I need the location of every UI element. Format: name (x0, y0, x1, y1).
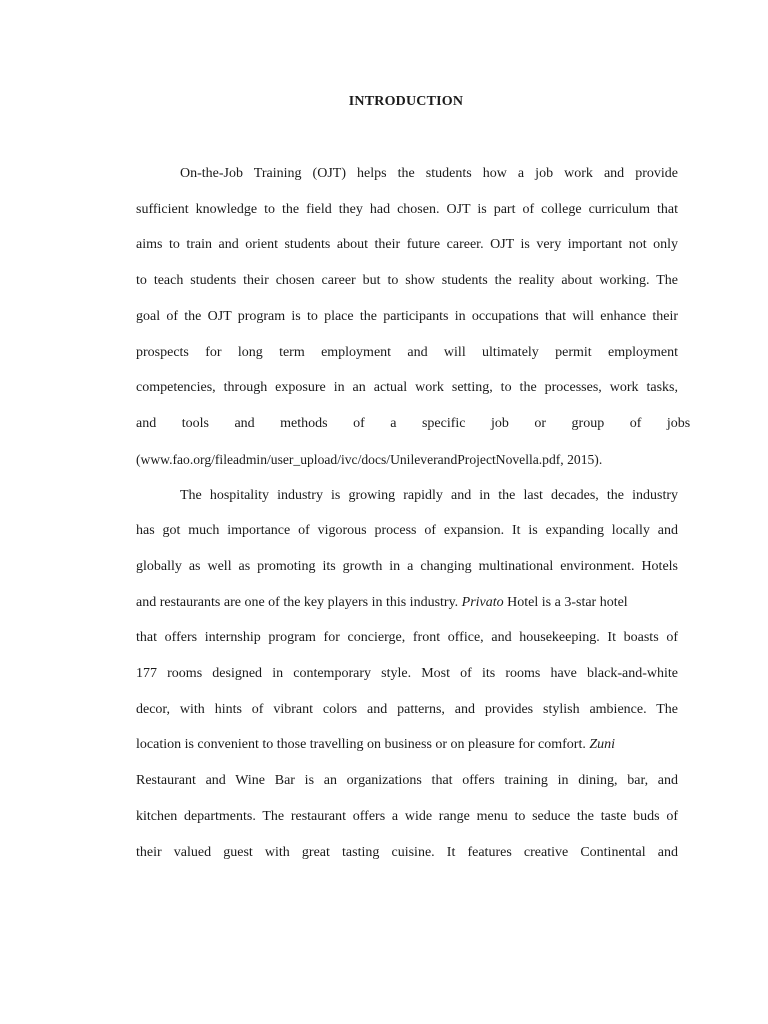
paragraph-line: and tools and methods of a specific job or group of jobs (136, 416, 691, 431)
paragraph-line: goal of the OJT program is to place the participants in occupations that will enhance their (136, 309, 678, 324)
paragraph-line: aims to train and orient students about their future career. OJT is very important not only (136, 237, 678, 252)
paragraph-line: On-the-Job Training (OJT) helps the students how a job work and provide (180, 166, 678, 181)
paragraph-line: kitchen departments. The restaurant offers a wide range menu to seduce the taste buds of (136, 809, 678, 824)
paragraph-line: 177 rooms designed in contemporary style. Most of its rooms have black-and-white (136, 666, 678, 681)
paragraph-line: competencies, through exposure in an actual work setting, to the processes, work tasks, (136, 380, 678, 395)
paragraph-line: has got much importance of vigorous process of expansion. It is expanding locally and (136, 523, 678, 538)
paragraph-line (136, 594, 678, 612)
line-text: Hotel is a 3-star hotel (507, 595, 628, 610)
paragraph-line: globally as well as promoting its growth in a changing multinational environment. Hotels (136, 559, 678, 574)
paragraph-line (136, 736, 678, 754)
paragraph-line: (www.fao.org/fileadmin/user_upload/ivc/docs/UnileverandProjectNovella.pdf, 2015). (136, 452, 603, 467)
paragraph-line: decor, with hints of vibrant colors and patterns, and provides stylish ambience. The (136, 702, 678, 717)
paragraph-line: to teach students their chosen career but to show students the reality about working. The (136, 273, 678, 288)
page-title: INTRODUCTION (348, 94, 464, 109)
restaurant-name: Zuni (589, 737, 616, 752)
paragraph-line: prospects for long term employment and will ultimately permit employment (136, 345, 678, 360)
line-text: and restaurants are one of the key players in this industry. (136, 595, 459, 610)
paragraph-line: their valued guest with great tasting cuisine. It features creative Continental and (136, 845, 678, 860)
paragraph-line: that offers internship program for concierge, front office, and housekeeping. It boasts of (136, 630, 678, 645)
paragraph-line: The hospitality industry is growing rapidly and in the last decades, the industry (180, 488, 678, 503)
paragraph-line: Restaurant and Wine Bar is an organizations that offers training in dining, bar, and (136, 773, 678, 788)
line-text: location is convenient to those travelling on business or on pleasure for comfort. (136, 737, 586, 752)
hotel-name: Privato (461, 595, 504, 610)
paragraph-line: sufficient knowledge to the field they had chosen. OJT is part of college curriculum that (136, 202, 678, 217)
